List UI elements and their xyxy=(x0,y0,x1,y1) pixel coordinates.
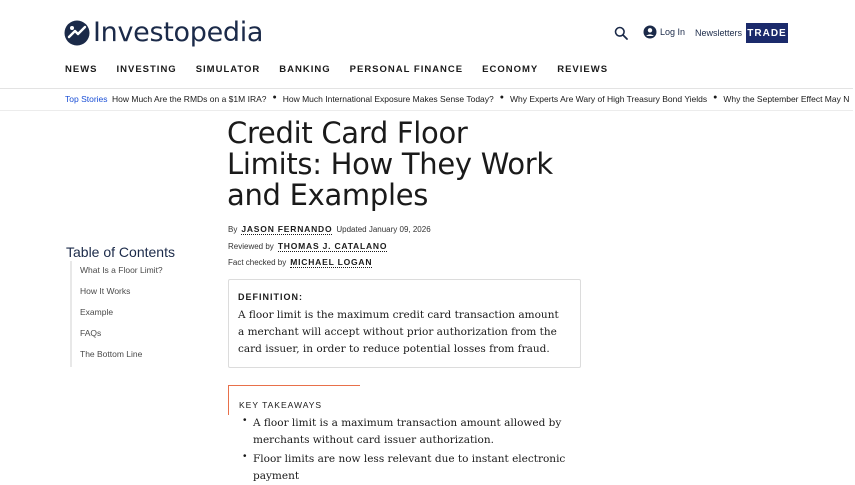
definition-label: DEFINITION: xyxy=(238,292,303,302)
logo-wordmark: Investopedia xyxy=(93,17,264,48)
takeaway-item: Floor limits are now less relevant due to instant electronic payment xyxy=(253,453,566,482)
toc-item-example[interactable]: Example xyxy=(80,307,114,317)
trade-button[interactable]: TRADE xyxy=(746,23,788,43)
takeaways-accent-line xyxy=(228,385,360,386)
article-title: Credit Card Floor Limits: How They Work and Examples xyxy=(227,116,553,212)
search-icon[interactable] xyxy=(614,26,628,40)
takeaways-accent-line xyxy=(228,385,229,415)
bullet-dot: • xyxy=(243,415,247,426)
nav-reviews[interactable]: REVIEWS xyxy=(557,64,609,75)
takeaway-item: A floor limit is a maximum transaction amount allowed by merchants without card issuer authorization. xyxy=(253,417,562,446)
top-stories-bar xyxy=(0,89,853,111)
toc-item-what-is[interactable]: What Is a Floor Limit? xyxy=(80,265,163,275)
nav-banking[interactable]: BANKING xyxy=(279,64,331,75)
top-story-link[interactable]: Why the September Effect May N xyxy=(723,94,850,104)
login-label: Log In xyxy=(660,27,686,37)
factcheck-label: Fact checked by xyxy=(228,258,287,267)
nav-economy[interactable]: ECONOMY xyxy=(482,64,539,75)
login-button[interactable] xyxy=(643,25,685,39)
top-stories-list xyxy=(112,94,855,104)
factchecker-link[interactable]: MICHAEL LOGAN xyxy=(290,257,373,267)
top-stories-label[interactable]: Top Stories xyxy=(65,94,108,104)
by-label: By xyxy=(228,225,238,234)
toc-list xyxy=(70,261,180,367)
toc-item-bottom-line[interactable]: The Bottom Line xyxy=(80,349,143,359)
bullet-separator: ● xyxy=(713,94,718,101)
updated-date: Updated January 09, 2026 xyxy=(336,225,431,234)
definition-box xyxy=(228,279,581,368)
top-story-link[interactable]: Why Experts Are Wary of High Treasury Bond Yields xyxy=(510,94,708,104)
nav-simulator[interactable]: SIMULATOR xyxy=(195,64,261,75)
investopedia-logo[interactable] xyxy=(64,17,263,48)
top-story-link[interactable]: How Much Are the RMDs on a $1M IRA? xyxy=(112,94,267,104)
bullet-separator: ● xyxy=(499,94,504,101)
reviewed-label: Reviewed by xyxy=(228,242,274,251)
factcheck-byline xyxy=(228,257,376,268)
nav-news[interactable]: NEWS xyxy=(65,64,98,75)
main-nav xyxy=(65,64,627,75)
key-takeaways-label: KEY TAKEAWAYS xyxy=(239,400,323,410)
newsletters-link[interactable]: Newsletters xyxy=(695,28,743,38)
top-story-link[interactable]: How Much International Exposure Makes Sense Today? xyxy=(282,94,494,104)
bullet-dot: • xyxy=(243,451,247,462)
author-byline xyxy=(228,224,431,235)
site-header xyxy=(0,0,853,88)
nav-personal-finance[interactable]: PERSONAL FINANCE xyxy=(349,64,464,75)
nav-investing[interactable]: INVESTING xyxy=(116,64,177,75)
reviewer-byline xyxy=(228,241,391,252)
toc-item-faqs[interactable]: FAQs xyxy=(80,328,102,338)
bullet-separator: ● xyxy=(272,94,277,101)
toc-item-how-it-works[interactable]: How It Works xyxy=(80,286,131,296)
account-icon xyxy=(643,25,657,39)
definition-text: A floor limit is the maximum credit card transaction amount a merchant will accept without prior authorization from the card issuer, in order to reduce potential losses from fraud. xyxy=(238,309,559,355)
toc-title: Table of Contents xyxy=(66,244,175,260)
investopedia-logo-icon xyxy=(64,20,90,46)
reviewer-link[interactable]: THOMAS J. CATALANO xyxy=(277,241,388,251)
author-link[interactable]: JASON FERNANDO xyxy=(241,224,333,234)
